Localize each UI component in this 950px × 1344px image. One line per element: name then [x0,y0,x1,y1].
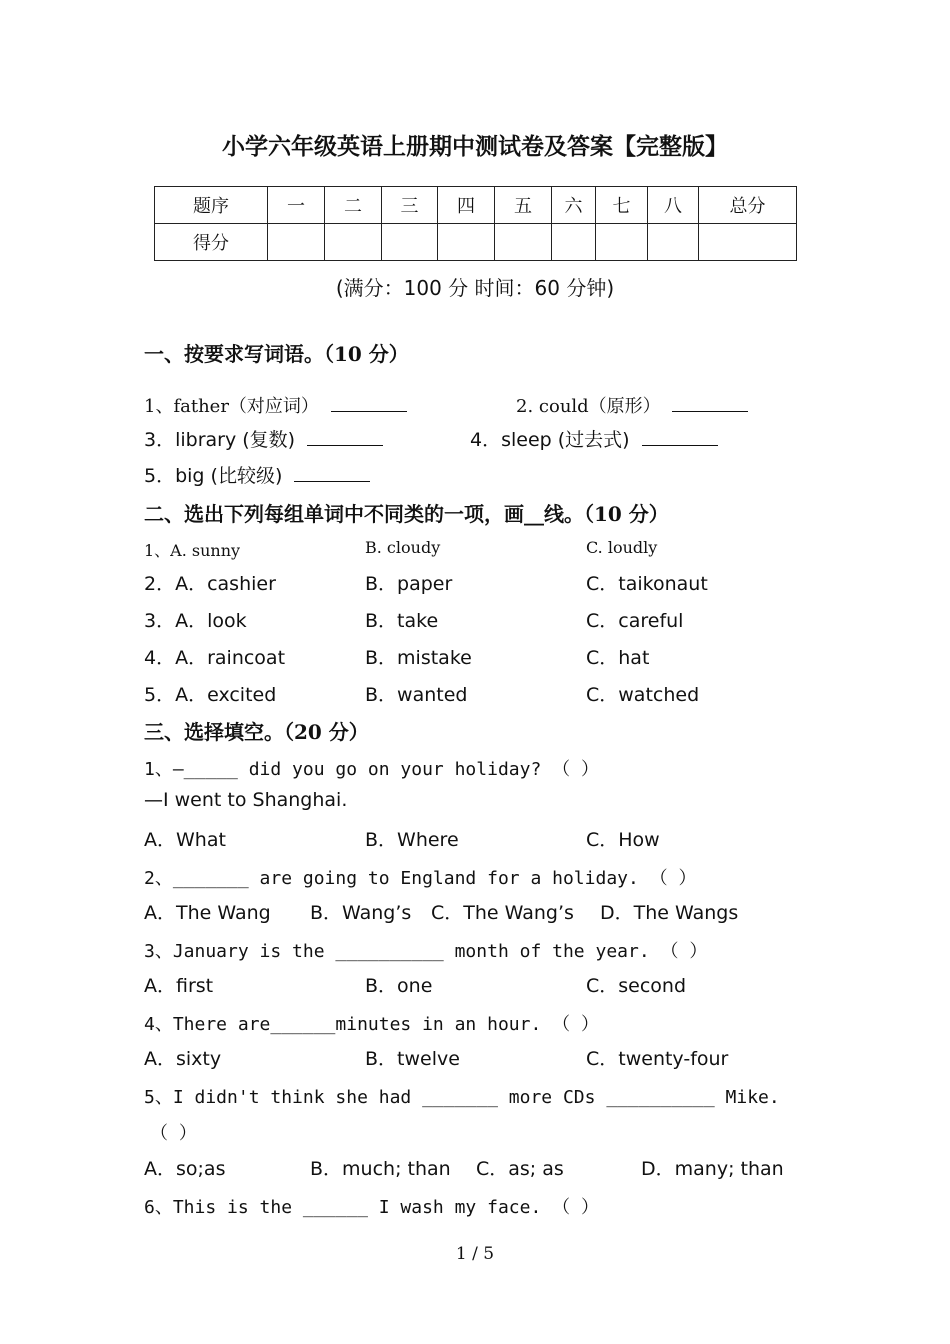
s2-row-2-c[interactable]: C．taikonaut [586,573,708,595]
s1-question-4 [470,425,718,452]
s3-q4-option-b[interactable]: B．twelve [365,1048,460,1070]
s1-q5-text: 5．big (比较级) [144,465,283,487]
score-table-score-row [155,224,797,261]
s3-q2-option-c[interactable]: C．The Wang’s [431,902,574,924]
score-header-cell: 七 [596,187,648,224]
s2-row-2-a[interactable]: 2．A．cashier [144,573,276,595]
score-header-cell: 八 [648,187,699,224]
s1-q3-text: 3．library (复数) [144,429,296,451]
score-header-cell: 一 [268,187,325,224]
s3-q5-option-a[interactable]: A．so;as [144,1158,226,1180]
s1-q1-text: 1、father（对应词） [144,396,319,417]
s2-row-1-a[interactable]: 1、A. sunny [144,541,241,560]
s3-q4-option-c[interactable]: C．twenty-four [586,1048,729,1070]
s2-row-4-a[interactable]: 4．A．raincoat [144,647,286,669]
score-header-cell: 三 [382,187,438,224]
section1-heading: 一、按要求写词语。（10 分） [144,342,409,366]
score-cell[interactable] [552,224,596,261]
s1-question-1 [144,392,407,418]
s3-question-5: 5、I didn't think she had _______ more CDs __________ Mike. [144,1087,780,1108]
score-cell[interactable] [268,224,325,261]
s2-row-3-a[interactable]: 3．A．look [144,610,247,632]
s1-q4-blank[interactable] [642,427,718,446]
score-header-cell: 题序 [155,187,268,224]
s1-q3-blank[interactable] [307,427,383,446]
score-cell[interactable] [699,224,797,261]
s1-question-5 [144,461,370,488]
s2-row-5-b[interactable]: B．wanted [365,684,468,706]
score-header-cell: 四 [438,187,495,224]
score-table [154,186,797,261]
score-header-cell: 五 [495,187,552,224]
exam-meta: (满分：100 分 时间：60 分钟) [335,276,615,300]
s3-q1-option-c[interactable]: C．How [586,829,660,851]
s1-question-2 [516,392,748,418]
s2-row-1-b[interactable]: B. cloudy [365,538,441,557]
s1-question-3 [144,425,383,452]
s3-q4-option-a[interactable]: A．sixty [144,1048,222,1070]
score-header-cell: 总分 [699,187,797,224]
score-cell[interactable] [495,224,552,261]
s3-q5-option-b[interactable]: B．much; than [310,1158,451,1180]
section3-heading: 三、选择填空。（20 分） [144,720,369,744]
score-cell[interactable] [438,224,495,261]
score-cell[interactable] [648,224,699,261]
s3-question-1: 1、—_____ did you go on your holiday? （ ） [144,759,599,780]
s3-q1-option-b[interactable]: B．Where [365,829,459,851]
s2-row-4-c[interactable]: C．hat [586,647,650,669]
score-row-label: 得分 [155,224,268,261]
page-number: 1 / 5 [455,1244,495,1264]
s3-q3-option-b[interactable]: B．one [365,975,433,997]
s3-q2-option-a[interactable]: A．The Wang [144,902,271,924]
s3-question-6: 6、This is the ______ I wash my face. （ ） [144,1197,599,1218]
score-cell[interactable] [325,224,382,261]
s3-q2-option-d[interactable]: D．The Wangs [600,902,739,924]
s3-q5-paren: （ ） [150,1123,197,1144]
s3-q3-option-c[interactable]: C．second [586,975,687,997]
s1-q4-text: 4．sleep (过去式) [470,429,630,451]
s2-row-3-b[interactable]: B．take [365,610,439,632]
s3-q5-option-d[interactable]: D．many; than [641,1158,784,1180]
s1-q1-blank[interactable] [331,393,407,412]
score-cell[interactable] [382,224,438,261]
s2-row-5-a[interactable]: 5．A．excited [144,684,277,706]
page-title: 小学六年级英语上册期中测试卷及答案【完整版】 [222,134,728,160]
s3-question-3: 3、January is the __________ month of the year. （ ） [144,941,708,962]
s3-q5-option-c[interactable]: C．as; as [476,1158,564,1180]
s3-question-2: 2、_______ are going to England for a holiday. （ ） [144,868,697,889]
s1-q2-text: 2. could（原形） [516,396,661,417]
s2-row-5-c[interactable]: C．watched [586,684,700,706]
s3-q3-option-a[interactable]: A．first [144,975,214,997]
score-table-header-row [155,187,797,224]
s1-q5-blank[interactable] [294,463,370,482]
s2-row-1-c[interactable]: C. loudly [586,538,658,557]
s3-q1-option-a[interactable]: A．What [144,829,226,851]
s3-q1-answer: —I went to Shanghai. [144,789,348,811]
score-header-cell: 二 [325,187,382,224]
section2-heading: 二、选出下列每组单词中不同类的一项，画__线。（10 分） [144,502,669,526]
score-cell[interactable] [596,224,648,261]
score-header-cell: 六 [552,187,596,224]
s2-row-2-b[interactable]: B．paper [365,573,453,595]
s3-q2-option-b[interactable]: B．Wang’s [310,902,412,924]
s2-row-4-b[interactable]: B．mistake [365,647,472,669]
s1-q2-blank[interactable] [672,393,748,412]
s2-row-3-c[interactable]: C．careful [586,610,684,632]
s3-question-4: 4、There are______minutes in an hour. （ ） [144,1014,599,1035]
